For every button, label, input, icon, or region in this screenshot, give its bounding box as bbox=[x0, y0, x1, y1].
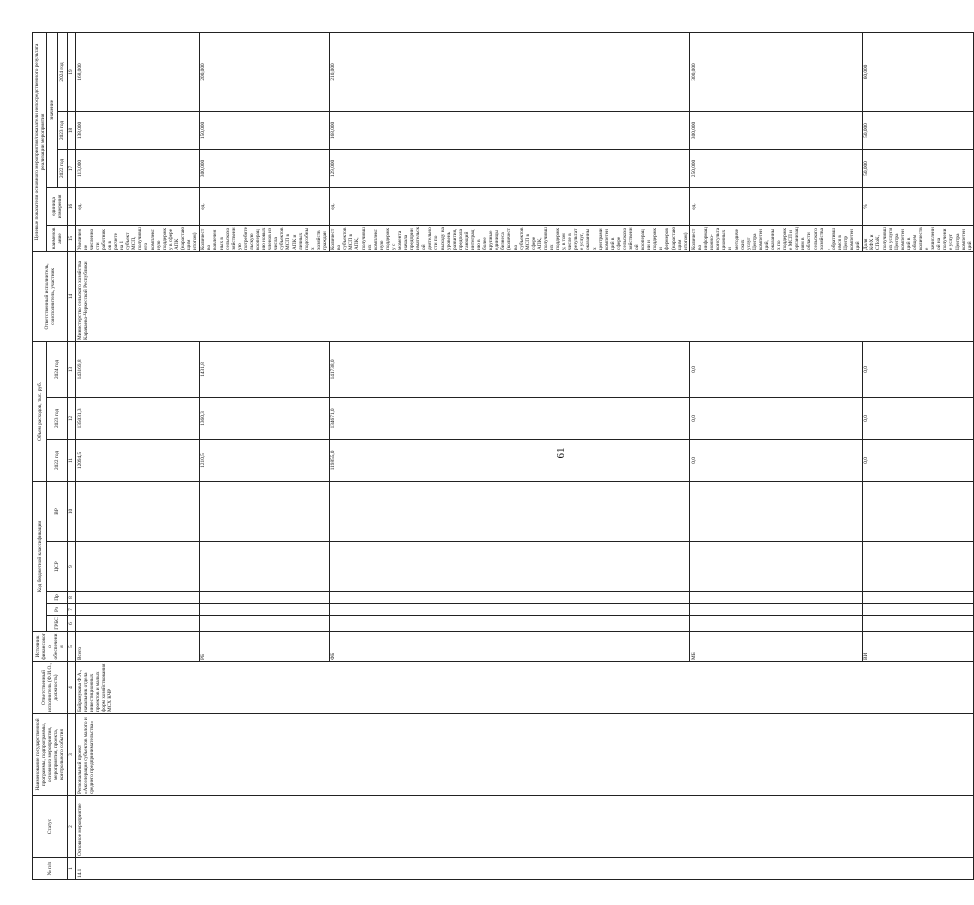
budget-code-cell bbox=[690, 592, 862, 604]
header-csr: ЦСР bbox=[47, 542, 67, 592]
expense-2022: 0,0 bbox=[862, 439, 974, 481]
header-y2024: 2024 год bbox=[47, 341, 67, 397]
expense-2023: 134671,0 bbox=[329, 397, 690, 439]
header-vr: ВР bbox=[47, 481, 67, 541]
indicator-value-2023: 150,000 bbox=[199, 111, 329, 149]
row-participant: Министерство сельского хозяйства Карачаево-Черкесской Республики bbox=[75, 251, 973, 341]
indicator-value-2024: 210,000 bbox=[329, 33, 690, 112]
header-source: Источник финансового обеспечения bbox=[33, 632, 68, 662]
column-number-cell: 3 bbox=[67, 714, 75, 796]
row-status: Основное мероприятие bbox=[75, 796, 973, 858]
column-number-cell: 17 bbox=[67, 149, 75, 187]
budget-code-cell bbox=[690, 616, 862, 632]
column-number-cell: 10 bbox=[67, 481, 75, 541]
row-responsible: Байрамукова Ф.А., начальник отдела инвестиционных проектов и малых форм хозяйствования МСХ КЧР bbox=[75, 662, 973, 714]
budget-code-cell bbox=[690, 481, 862, 541]
budget-code-cell bbox=[199, 604, 329, 616]
expense-2024: 141738,0 bbox=[329, 341, 690, 397]
budget-code-cell bbox=[329, 616, 690, 632]
budget-code-cell bbox=[75, 542, 199, 592]
column-number-cell: 4 bbox=[67, 662, 75, 714]
column-number-cell: 6 bbox=[67, 616, 75, 632]
indicator-value-2023: 138,000 bbox=[75, 111, 199, 149]
expense-2023: 135031,3 bbox=[75, 397, 199, 439]
budget-code-cell bbox=[862, 542, 974, 592]
header-value: значение bbox=[47, 33, 57, 188]
budget-code-cell bbox=[329, 481, 690, 541]
expense-2024: 0,0 bbox=[862, 341, 974, 397]
expense-2023: 0,0 bbox=[690, 397, 862, 439]
expense-2022: 1210,5 bbox=[199, 439, 329, 481]
budget-code-cell bbox=[75, 616, 199, 632]
indicator-value-2024: 200,000 bbox=[199, 33, 329, 112]
indicator-name: Доля КФХ и СПоК, получивших услуги Центра компетенций в общем количестве зачисленной на получение услуг Центра компетенций bbox=[863, 227, 973, 250]
expense-2023: 1360,3 bbox=[199, 397, 329, 439]
header-status: Статус bbox=[33, 796, 68, 858]
column-number-cell: 1 bbox=[67, 858, 75, 880]
expense-2024: 1431,8 bbox=[199, 341, 329, 397]
column-number-cell: 19 bbox=[67, 33, 75, 112]
program-table bbox=[32, 32, 974, 880]
row-name: Региональный проект «Акселерация субъектов малого и среднего предпринимательства» bbox=[75, 714, 973, 796]
header-budget-code: Код бюджетной классификации bbox=[33, 481, 47, 631]
header-ind-name: наименование bbox=[47, 225, 67, 251]
budget-code-cell bbox=[199, 616, 329, 632]
budget-code-cell bbox=[199, 481, 329, 541]
budget-code-cell bbox=[329, 592, 690, 604]
expense-2022: 0,0 bbox=[690, 439, 862, 481]
header-pr: Пр bbox=[47, 592, 67, 604]
column-number-cell: 7 bbox=[67, 604, 75, 616]
indicator-value-2023: 300,000 bbox=[690, 111, 862, 149]
budget-code-cell bbox=[862, 604, 974, 616]
expense-2022: 119855,0 bbox=[329, 439, 690, 481]
budget-code-cell bbox=[862, 616, 974, 632]
expense-2022: 12094,5 bbox=[75, 439, 199, 481]
column-number-row bbox=[67, 33, 75, 880]
indicator-unit: % bbox=[862, 187, 974, 225]
indicator-unit: ед. bbox=[690, 187, 862, 225]
funding-source: Всего bbox=[75, 632, 199, 662]
budget-code-cell bbox=[862, 481, 974, 541]
funding-source: РБ bbox=[199, 632, 329, 662]
column-number-cell: 5 bbox=[67, 632, 75, 662]
indicator-value-2023: 168,000 bbox=[329, 111, 690, 149]
column-number-cell: 9 bbox=[67, 542, 75, 592]
budget-code-cell bbox=[75, 604, 199, 616]
header-v2023: 2023 год bbox=[57, 111, 67, 149]
indicator-value-2024: 168,000 bbox=[75, 33, 199, 112]
indicator-value-2022: 113,000 bbox=[75, 149, 199, 187]
header-rz: Рз bbox=[47, 604, 67, 616]
column-number-cell: 11 bbox=[67, 439, 75, 481]
header-expenses: Объем расходов, тыс. руб. bbox=[33, 341, 47, 481]
budget-code-cell bbox=[862, 592, 974, 604]
indicator-unit: ед. bbox=[75, 187, 199, 225]
header-indicators: Целевые показатели основного мероприятия/показатели непосредственного результата реализации мероприятия bbox=[33, 33, 47, 252]
header-unit: единица измерения bbox=[47, 187, 67, 225]
budget-code-cell bbox=[329, 542, 690, 592]
rotated-table-wrapper bbox=[32, 20, 973, 880]
indicator-value-2022: 129,000 bbox=[329, 149, 690, 187]
column-number-cell: 12 bbox=[67, 397, 75, 439]
funding-source: ФБ bbox=[329, 632, 690, 662]
header-name: Наименование государственной программы, подпрограммы, основного мероприятия, мероприятия, проекта, контрольного события bbox=[33, 714, 68, 796]
budget-code-cell bbox=[75, 481, 199, 541]
header-num: № п/п bbox=[33, 858, 68, 880]
column-number-cell: 18 bbox=[67, 111, 75, 149]
indicator-name: Увеличение численности работников в расчете на 1 субъект МСП, получившего комплексную поддержку в сфере АПК (нарастающим итогом) bbox=[76, 226, 199, 250]
column-number-cell: 14 bbox=[67, 251, 75, 341]
header-participant: Ответственный исполнитель, соисполнитель, участник bbox=[33, 251, 68, 341]
indicator-name: Количество информационно-консультационных и методических услуг Центра компетенций, оказанных по поддержке МСП и организациям в области сельского хозяйства, обратившимся в Центр компетенций bbox=[690, 227, 862, 250]
budget-code-cell bbox=[690, 542, 862, 592]
funding-source: ВИ bbox=[862, 632, 974, 662]
indicator-value-2024: 60,000 bbox=[862, 33, 974, 112]
column-number-cell: 16 bbox=[67, 187, 75, 225]
header-v2024: 2024 год bbox=[57, 33, 67, 112]
budget-code-cell bbox=[329, 604, 690, 616]
header-grbs: ГРБС bbox=[47, 616, 67, 632]
indicator-value-2023: 50,000 bbox=[862, 111, 974, 149]
expense-2024: 0,0 bbox=[690, 341, 862, 397]
column-number-cell: 13 bbox=[67, 341, 75, 397]
indicator-unit: ед. bbox=[199, 187, 329, 225]
expense-2024: 143169,8 bbox=[75, 341, 199, 397]
table-row bbox=[75, 33, 199, 880]
expense-2023: 0,0 bbox=[862, 397, 974, 439]
indicator-value-2022: 300,000 bbox=[199, 149, 329, 187]
indicator-value-2024: 300,000 bbox=[690, 33, 862, 112]
indicator-name: Количество вовлеченных в сельскохозяйственную потребительскую кооперацию новых членов из числа субъектов МСП в АПК и личных подсобных хозяйств граждан bbox=[200, 226, 328, 250]
budget-code-cell bbox=[199, 592, 329, 604]
page-number: 61 bbox=[555, 447, 567, 459]
column-number-cell: 2 bbox=[67, 796, 75, 858]
budget-code-cell bbox=[690, 604, 862, 616]
header-y2023: 2023 год bbox=[47, 397, 67, 439]
indicator-unit: ед. bbox=[329, 187, 690, 225]
indicator-name: Количество субъектов МСП в АПК, получивших комплексную поддержку с момента начала предпринимательской деятельности по выходу на уровень развития, предполагающий интеграцию в более крупные единицы бизнеса (количество субъектов МСП в сфере АПК, получивших поддержку, в том числе в результате услуг, оказанных центрами компетенций в сфере сельскохозяйственной кооперации и поддержки фермеров (нарастающим итогом) bbox=[330, 226, 689, 250]
funding-source: МБ bbox=[690, 632, 862, 662]
header-v2022: 2022 год bbox=[57, 149, 67, 187]
column-number-cell: 15 bbox=[67, 225, 75, 251]
column-number-cell: 8 bbox=[67, 592, 75, 604]
header-y2022: 2022 год bbox=[47, 439, 67, 481]
header-responsible: Ответственный исполнитель (Ф.И.О., должность) bbox=[33, 662, 68, 714]
indicator-value-2022: 250,000 bbox=[690, 149, 862, 187]
budget-code-cell bbox=[75, 592, 199, 604]
row-number: 14.1 bbox=[75, 858, 973, 880]
budget-code-cell bbox=[199, 542, 329, 592]
indicator-value-2022: 50,000 bbox=[862, 149, 974, 187]
